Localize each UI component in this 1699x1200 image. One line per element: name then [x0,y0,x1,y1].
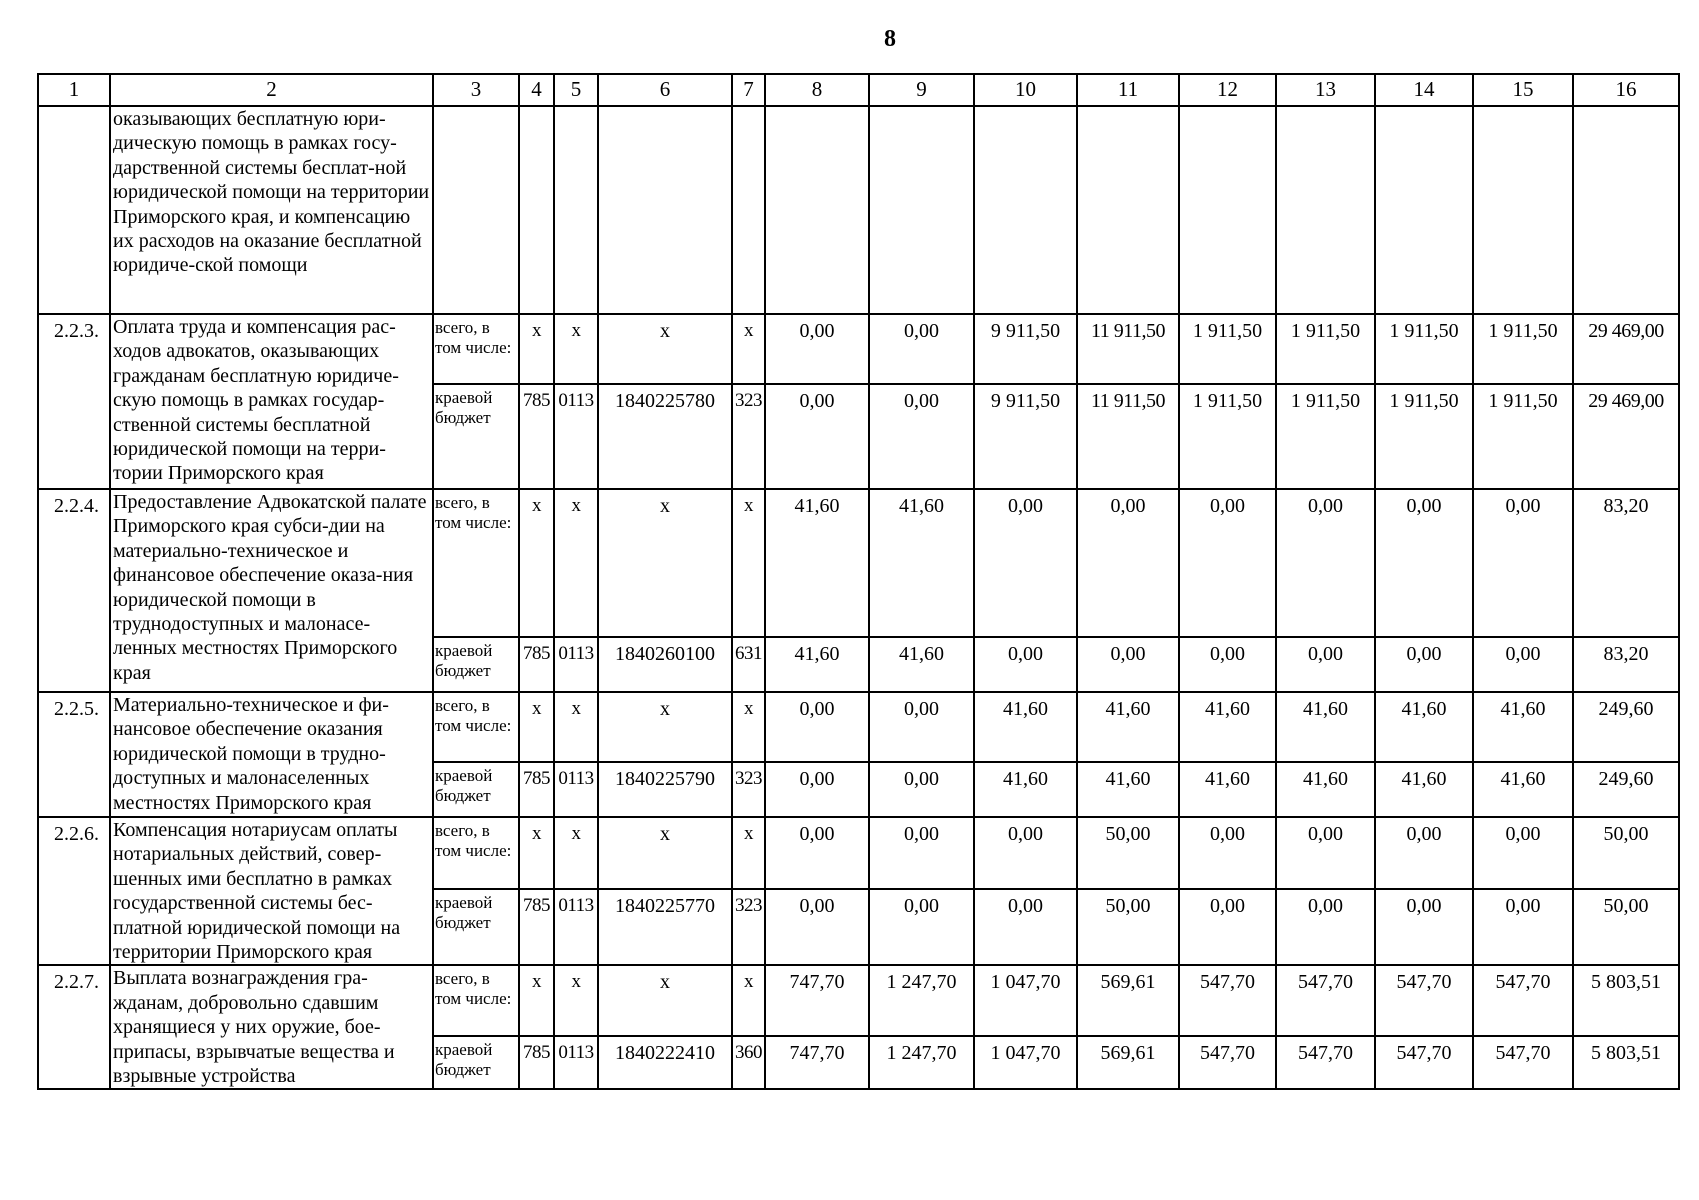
code-cell: 1840225790 [598,762,732,817]
value-cell: 547,70 [1375,1036,1473,1089]
cell [765,106,869,314]
funding-source: всего, в том числе: [433,489,519,637]
value-cell: 0,00 [765,889,869,966]
value-cell: 0,00 [1077,637,1179,692]
value-cell: 0,00 [1276,637,1375,692]
code-cell: 323 [732,762,765,817]
value-cell: 0,00 [1276,817,1375,889]
item-number: 2.2.3. [38,314,110,489]
cell [974,106,1077,314]
value-cell: 1 911,50 [1375,384,1473,489]
funding-source: всего, в том числе: [433,692,519,762]
value-cell: 1 911,50 [1473,384,1573,489]
cell [38,106,110,314]
cell [869,106,974,314]
item-description: Оплата труда и компенсация рас-ходов адвокатов, оказывающих гражданам бесплатную юридиче-скую помощь в рамках государ-ственной системы бесплатной юридической помощи на терри-тории Приморского края [110,314,433,489]
value-cell: 547,70 [1179,965,1276,1036]
value-cell: 0,00 [1375,637,1473,692]
header-cell: 1 [38,74,110,106]
value-cell: 0,00 [869,762,974,817]
funding-source: всего, в том числе: [433,817,519,889]
value-cell: 747,70 [765,965,869,1036]
code-cell: х [598,489,732,637]
code-cell: х [732,965,765,1036]
header-cell: 7 [732,74,765,106]
funding-source: краевой бюджет [433,762,519,817]
header-cell: 12 [1179,74,1276,106]
value-cell: 1 047,70 [974,965,1077,1036]
value-cell: 0,00 [765,762,869,817]
value-cell: 1 911,50 [1276,384,1375,489]
cell [1276,106,1375,314]
code-cell: х [732,314,765,384]
item-number: 2.2.7. [38,965,110,1089]
continuation-text: оказывающих бесплатную юри-дическую помощь в рамках госу-дарственной системы бесплат-ной юридической помощи на территории Приморского края, и компенсацию их расходов на оказание бесплатной юридиче-ской помощи [110,106,433,314]
code-cell: х [519,965,554,1036]
value-cell: 41,60 [765,637,869,692]
header-cell: 2 [110,74,433,106]
value-cell: 1 247,70 [869,965,974,1036]
cell [433,106,519,314]
value-cell: 0,00 [1179,889,1276,966]
value-cell: 0,00 [765,384,869,489]
value-cell: 747,70 [765,1036,869,1089]
value-cell: 5 803,51 [1573,965,1679,1036]
value-cell: 0,00 [974,489,1077,637]
value-cell: 249,60 [1573,692,1679,762]
code-cell: 1840225780 [598,384,732,489]
value-cell: 41,60 [1179,692,1276,762]
cell [1473,106,1573,314]
code-cell: 0113 [554,1036,598,1089]
value-cell: 1 047,70 [974,1036,1077,1089]
header-cell: 14 [1375,74,1473,106]
value-cell: 0,00 [1179,637,1276,692]
value-cell: 0,00 [1375,489,1473,637]
value-cell: 83,20 [1573,489,1679,637]
value-cell: 0,00 [1473,817,1573,889]
value-cell: 11 911,50 [1077,314,1179,384]
cell [598,106,732,314]
cell [554,106,598,314]
code-cell: х [519,314,554,384]
cell [1077,106,1179,314]
code-cell: х [598,965,732,1036]
code-cell: х [732,692,765,762]
value-cell: 0,00 [974,817,1077,889]
value-cell: 0,00 [869,314,974,384]
header-cell: 3 [433,74,519,106]
code-cell: х [519,489,554,637]
code-cell: х [554,489,598,637]
value-cell: 41,60 [1473,762,1573,817]
code-cell: 1840260100 [598,637,732,692]
value-cell: 0,00 [1276,889,1375,966]
value-cell: 1 911,50 [1179,314,1276,384]
value-cell: 1 911,50 [1473,314,1573,384]
value-cell: 1 911,50 [1179,384,1276,489]
value-cell: 50,00 [1573,817,1679,889]
header-cell: 16 [1573,74,1679,106]
value-cell: 0,00 [869,692,974,762]
item-description: Материально-техническое и фи-нансовое обеспечение оказания юридической помощи в трудно-доступных и малонаселенных местностях Приморского края [110,692,433,817]
code-cell: х [519,817,554,889]
cell [1573,106,1679,314]
item-description: Компенсация нотариусам оплаты нотариальных действий, совер-шенных ими бесплатно в рамках государственной системы бес-платной юридической помощи на территории Приморского края [110,817,433,965]
value-cell: 0,00 [1473,489,1573,637]
value-cell: 0,00 [974,889,1077,966]
value-cell: 547,70 [1179,1036,1276,1089]
header-cell: 15 [1473,74,1573,106]
value-cell: 41,60 [1077,692,1179,762]
header-row [38,74,1679,106]
value-cell: 83,20 [1573,637,1679,692]
value-cell: 41,60 [1276,762,1375,817]
code-cell: х [598,314,732,384]
value-cell: 41,60 [869,637,974,692]
header-cell: 11 [1077,74,1179,106]
item-number: 2.2.6. [38,817,110,965]
continuation-row [38,106,1679,314]
funding-source: краевой бюджет [433,1036,519,1089]
value-cell: 41,60 [1473,692,1573,762]
code-cell: 785 [519,762,554,817]
value-cell: 0,00 [869,889,974,966]
table-row [38,489,1679,637]
header-cell: 13 [1276,74,1375,106]
code-cell: х [554,314,598,384]
value-cell: 0,00 [1276,489,1375,637]
code-cell: 1840222410 [598,1036,732,1089]
value-cell: 1 247,70 [869,1036,974,1089]
value-cell: 5 803,51 [1573,1036,1679,1089]
value-cell: 41,60 [1179,762,1276,817]
funding-source: краевой бюджет [433,637,519,692]
code-cell: 785 [519,1036,554,1089]
value-cell: 11 911,50 [1077,384,1179,489]
funding-source: краевой бюджет [433,889,519,966]
value-cell: 547,70 [1276,965,1375,1036]
value-cell: 547,70 [1473,1036,1573,1089]
code-cell: 631 [732,637,765,692]
value-cell: 249,60 [1573,762,1679,817]
item-description: Выплата вознаграждения гра-жданам, добровольно сдавшим хранящиеся у них оружие, бое-припасы, взрывчатые вещества и взрывные устройства [110,965,433,1089]
value-cell: 569,61 [1077,965,1179,1036]
funding-source: краевой бюджет [433,384,519,489]
value-cell: 9 911,50 [974,314,1077,384]
header-cell: 10 [974,74,1077,106]
code-cell: х [554,817,598,889]
value-cell: 569,61 [1077,1036,1179,1089]
value-cell: 0,00 [1375,889,1473,966]
code-cell: 360 [732,1036,765,1089]
item-description: Предоставление Адвокатской палате Приморского края субси-дии на материально-техническое и финансовое обеспечение оказа-ния юридической помощи в труднодоступных и малонасе-ленных местностях Приморского края [110,489,433,692]
value-cell: 547,70 [1375,965,1473,1036]
value-cell: 50,00 [1077,817,1179,889]
value-cell: 0,00 [1473,889,1573,966]
code-cell: х [598,692,732,762]
value-cell: 0,00 [765,314,869,384]
code-cell: 785 [519,889,554,966]
header-cell: 4 [519,74,554,106]
code-cell: 323 [732,889,765,966]
header-cell: 9 [869,74,974,106]
value-cell: 0,00 [765,817,869,889]
budget-table [37,73,1680,1090]
value-cell: 41,60 [869,489,974,637]
header-cell: 8 [765,74,869,106]
value-cell: 41,60 [1375,692,1473,762]
value-cell: 41,60 [1276,692,1375,762]
value-cell: 547,70 [1276,1036,1375,1089]
table-row [38,817,1679,889]
funding-source: всего, в том числе: [433,965,519,1036]
item-number: 2.2.5. [38,692,110,817]
code-cell: 785 [519,637,554,692]
value-cell: 0,00 [765,692,869,762]
header-cell: 5 [554,74,598,106]
code-cell: х [598,817,732,889]
table-row [38,965,1679,1036]
page-number: 8 [884,26,896,52]
item-number: 2.2.4. [38,489,110,692]
code-cell: 323 [732,384,765,489]
funding-source: всего, в том числе: [433,314,519,384]
value-cell: 41,60 [974,762,1077,817]
value-cell: 29 469,00 [1573,314,1679,384]
value-cell: 0,00 [1077,489,1179,637]
code-cell: х [519,692,554,762]
code-cell: 0113 [554,762,598,817]
value-cell: 0,00 [869,384,974,489]
code-cell: х [554,692,598,762]
value-cell: 50,00 [1573,889,1679,966]
code-cell: 785 [519,384,554,489]
value-cell: 0,00 [974,637,1077,692]
cell [1375,106,1473,314]
value-cell: 9 911,50 [974,384,1077,489]
value-cell: 1 911,50 [1375,314,1473,384]
code-cell: 0113 [554,384,598,489]
cell [1179,106,1276,314]
value-cell: 1 911,50 [1276,314,1375,384]
value-cell: 41,60 [765,489,869,637]
code-cell: 1840225770 [598,889,732,966]
value-cell: 0,00 [1375,817,1473,889]
code-cell: 0113 [554,889,598,966]
code-cell: 0113 [554,637,598,692]
value-cell: 0,00 [1473,637,1573,692]
table-row [38,314,1679,384]
value-cell: 0,00 [869,817,974,889]
table-row [38,692,1679,762]
value-cell: 547,70 [1473,965,1573,1036]
value-cell: 41,60 [1375,762,1473,817]
cell [732,106,765,314]
header-cell: 6 [598,74,732,106]
value-cell: 0,00 [1179,489,1276,637]
value-cell: 29 469,00 [1573,384,1679,489]
value-cell: 0,00 [1179,817,1276,889]
code-cell: х [554,965,598,1036]
code-cell: х [732,489,765,637]
cell [519,106,554,314]
value-cell: 41,60 [1077,762,1179,817]
code-cell: х [732,817,765,889]
value-cell: 50,00 [1077,889,1179,966]
value-cell: 41,60 [974,692,1077,762]
